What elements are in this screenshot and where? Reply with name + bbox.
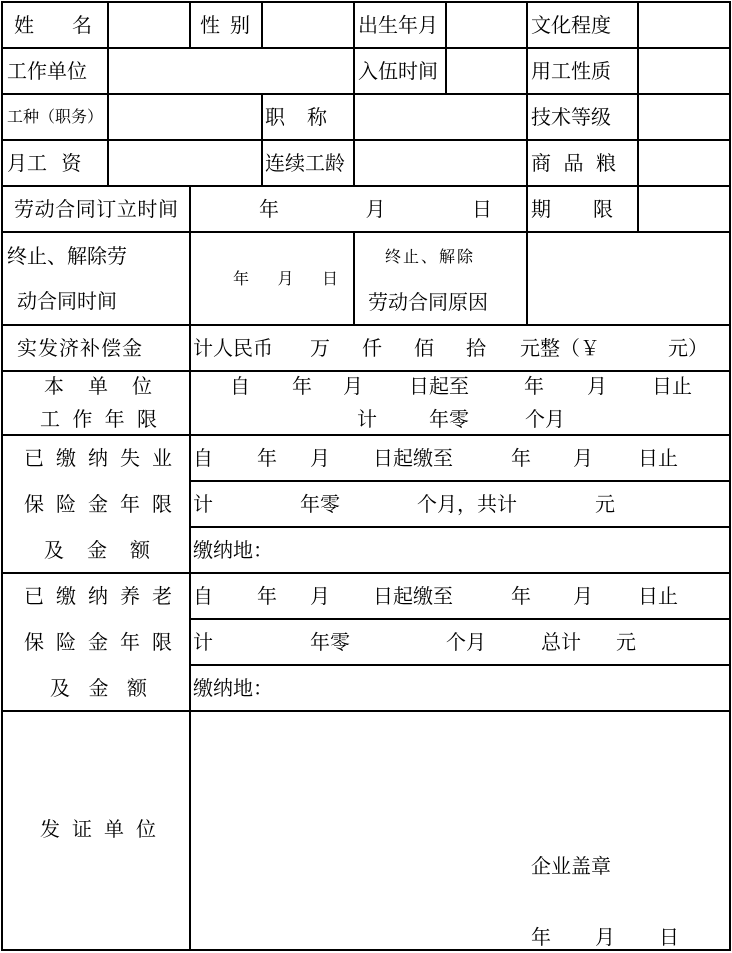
- pension-end-month-unit: 月: [573, 584, 593, 608]
- tenure-start-month-unit: 月: [343, 374, 363, 398]
- salary-field[interactable]: [107, 139, 263, 187]
- tenure-field[interactable]: [189, 370, 731, 436]
- contract-signed-label-cell: [1, 185, 191, 233]
- amount-prefix: 计人民币: [193, 336, 273, 360]
- gender-label-cell: [189, 1, 263, 49]
- pension-end-year-unit: 年: [511, 584, 531, 608]
- title-field[interactable]: [353, 93, 528, 141]
- grain-label-cell: [526, 139, 639, 187]
- tenure-label-line2: 工 作 年 限: [40, 407, 157, 431]
- contract-signed-date-field[interactable]: [189, 185, 528, 233]
- tenure-label-line1: 本 单 位: [44, 374, 152, 398]
- enlist-date-field[interactable]: [445, 47, 528, 95]
- tenure-end-day-label: 日止: [652, 374, 692, 398]
- seniority-label-cell: [261, 139, 355, 187]
- amount-qian-unit: 仟: [362, 336, 382, 360]
- tenure-label-cell: [1, 370, 191, 436]
- amount-wan-unit: 万: [310, 336, 330, 360]
- unemployment-total-label: 计: [193, 492, 213, 516]
- pension-months-unit: 个月: [446, 630, 486, 654]
- tenure-months-unit: 个月: [525, 407, 565, 431]
- term-label: 期 限: [531, 197, 613, 221]
- unemployment-start-year-unit: 年: [257, 446, 277, 470]
- pension-end-day-label: 日止: [638, 584, 678, 608]
- salary-label: 月工 资: [7, 151, 82, 175]
- issue-date-units: 年 月 日: [531, 925, 679, 949]
- pension-start-year-unit: 年: [257, 584, 277, 608]
- pension-place-label: 缴纳地：: [193, 676, 273, 700]
- unemployment-start-month-unit: 月: [310, 446, 330, 470]
- unemployment-start-day-to-label: 日起缴至: [373, 446, 453, 470]
- tenure-from-label: 自: [230, 374, 250, 398]
- job-field[interactable]: [107, 93, 263, 141]
- unemployment-period-field[interactable]: [189, 434, 731, 482]
- termination-reason-label-line2: 劳动合同原因: [368, 290, 488, 314]
- contract-signed-date-units: 年 月 日: [259, 197, 492, 221]
- pension-label-cell: [1, 572, 191, 712]
- compensation-label-cell: [1, 324, 191, 372]
- term-field[interactable]: [637, 185, 731, 233]
- unemployment-end-year-unit: 年: [511, 446, 531, 470]
- pension-sum-label: 总计: [541, 630, 581, 654]
- birth-date-label: 出生年月: [358, 13, 438, 37]
- unemployment-months-sum-label: 个月，共计: [417, 492, 517, 516]
- unemployment-label-line3: 及 金 额: [44, 538, 150, 562]
- title-label-cell: [261, 93, 355, 141]
- compensation-label: 实发济补偿金: [17, 336, 142, 360]
- enlist-date-label-cell: [353, 47, 447, 95]
- pension-place-field[interactable]: [189, 664, 731, 712]
- unemployment-label-line1: 已 缴 纳 失 业: [24, 446, 172, 470]
- amount-yuan-zheng-label: 元整（￥: [520, 336, 600, 360]
- name-field[interactable]: [107, 1, 191, 49]
- pension-label-line3: 及 金 额: [50, 676, 147, 700]
- unemployment-label-cell: [1, 434, 191, 574]
- termination-reason-label-line1: 终止、解除: [385, 247, 473, 266]
- education-label: 文化程度: [531, 13, 611, 37]
- termination-reason-label-cell: [353, 231, 528, 326]
- pension-label-line1: 已 缴 纳 养 老: [24, 584, 172, 608]
- gender-field[interactable]: [261, 1, 355, 49]
- unemployment-place-label: 缴纳地：: [193, 538, 273, 562]
- amount-yuan-close-label: 元）: [668, 336, 708, 360]
- unemployment-total-field[interactable]: [189, 480, 731, 528]
- employment-type-field[interactable]: [637, 47, 731, 95]
- pension-period-field[interactable]: [189, 572, 731, 620]
- pension-from-label: 自: [193, 584, 213, 608]
- unemployment-years-unit: 年零: [300, 492, 340, 516]
- gender-label: 性 别: [200, 13, 250, 37]
- skill-level-field[interactable]: [637, 93, 731, 141]
- pension-years-unit: 年零: [310, 630, 350, 654]
- tenure-end-year-unit: 年: [524, 374, 544, 398]
- name-label-cell: [1, 1, 109, 49]
- birth-date-field[interactable]: [445, 1, 528, 49]
- amount-shi-unit: 拾: [466, 336, 486, 360]
- issuer-field[interactable]: [189, 710, 731, 951]
- job-label-cell: [1, 93, 109, 141]
- contract-signed-label: 劳动合同订立时间: [14, 197, 178, 221]
- seniority-label: 连续工龄: [265, 151, 345, 175]
- unemployment-yuan-unit: 元: [595, 492, 615, 516]
- work-unit-label-cell: [1, 47, 109, 95]
- birth-date-label-cell: [353, 1, 447, 49]
- tenure-total-label: 计: [357, 407, 377, 431]
- unemployment-from-label: 自: [193, 446, 213, 470]
- company-seal-label: 企业盖章: [531, 854, 611, 878]
- termination-time-label-cell: [1, 231, 191, 326]
- tenure-end-month-unit: 月: [587, 374, 607, 398]
- unemployment-end-day-label: 日止: [638, 446, 678, 470]
- employment-type-label-cell: [526, 47, 639, 95]
- issuer-label: 发 证 单 位: [40, 817, 156, 841]
- termination-time-label-line1: 终止、解除劳: [7, 244, 127, 268]
- skill-level-label-cell: [526, 93, 639, 141]
- education-label-cell: [526, 1, 639, 49]
- term-label-cell: [526, 185, 639, 233]
- termination-date-units: 年 月 日: [233, 269, 338, 288]
- education-field[interactable]: [637, 1, 731, 49]
- tenure-start-day-to-label: 日起至: [409, 374, 469, 398]
- skill-level-label: 技术等级: [531, 105, 611, 129]
- unemployment-place-field[interactable]: [189, 526, 731, 574]
- termination-reason-field[interactable]: [526, 231, 731, 326]
- job-label: 工种（职务）: [7, 107, 104, 126]
- pension-label-line2: 保 险 金 年 限: [24, 630, 172, 654]
- issuer-label-cell: [1, 710, 191, 951]
- pension-start-month-unit: 月: [310, 584, 330, 608]
- name-label: 姓 名: [14, 13, 92, 37]
- enlist-date-label: 入伍时间: [358, 59, 438, 83]
- pension-yuan-unit: 元: [616, 630, 636, 654]
- pension-total-label: 计: [193, 630, 213, 654]
- termination-time-label-line2: 动合同时间: [17, 289, 117, 313]
- tenure-years-unit: 年零: [429, 407, 469, 431]
- amount-bai-unit: 佰: [414, 336, 434, 360]
- employment-type-label: 用工性质: [531, 59, 611, 83]
- work-unit-label: 工作单位: [7, 59, 87, 83]
- unemployment-label-line2: 保 险 金 年 限: [24, 492, 172, 516]
- salary-label-cell: [1, 139, 109, 187]
- tenure-start-year-unit: 年: [292, 374, 312, 398]
- seniority-field[interactable]: [353, 139, 528, 187]
- grain-field[interactable]: [637, 139, 731, 187]
- work-unit-field[interactable]: [107, 47, 355, 95]
- unemployment-end-month-unit: 月: [573, 446, 593, 470]
- termination-date-field[interactable]: [189, 231, 355, 326]
- title-label: 职 称: [265, 105, 327, 129]
- pension-start-day-to-label: 日起缴至: [373, 584, 453, 608]
- grain-label: 商 品 粮: [531, 151, 616, 175]
- pension-total-field[interactable]: [189, 618, 731, 666]
- compensation-amount-field[interactable]: [189, 324, 731, 372]
